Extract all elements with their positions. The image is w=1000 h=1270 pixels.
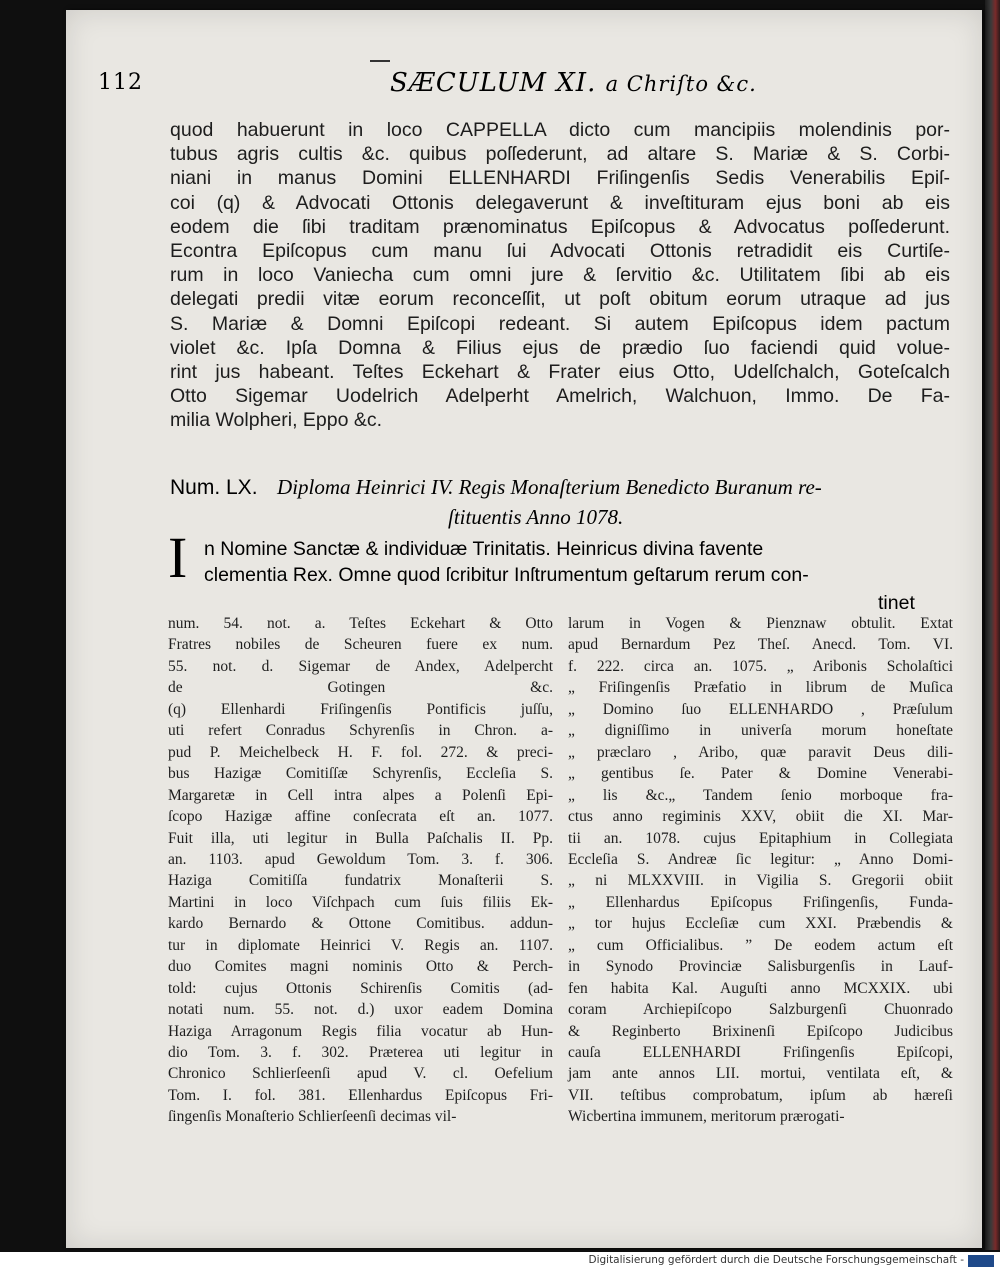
running-title <box>390 68 757 98</box>
running-title-main: SÆCULUM XI. <box>390 68 597 98</box>
intro-line-2: clementia Rex. Omne quod ſcribitur Inſtrumentum geſtarum rerum con- <box>204 564 809 586</box>
body-text-line: quod habuerunt in loco CAPPELLA dicto cum mancipiis molendinis por- <box>170 119 950 141</box>
footnote-line: pud P. Meichelbeck H. F. fol. 272. & preci- <box>168 743 553 761</box>
body-text-line: eodem die ſibi traditam prænominatus Epiſcopus & Advocatus poſſederunt. <box>170 215 950 238</box>
section-number: Num. LX. <box>170 476 258 499</box>
footnote-line: notati num. 55. not. d.) uxor eadem Domina <box>168 1001 553 1019</box>
running-title-tail: a Chriſto &c. <box>605 72 757 96</box>
book-spine-edge <box>985 0 1000 1250</box>
body-text-line: Econtra Epiſcopus cum manu ſui Advocati Ottonis retradidit eis Curtiſe- <box>170 240 950 262</box>
footnote-line: an. 1103. apud Gewoldum Tom. 3. f. 306. <box>168 850 553 868</box>
footnote-line: „ cum Officialibus. ” De eodem actum eſt <box>568 936 953 954</box>
footnote-line: num. 54. not. a. Teſtes Eckehart & Otto <box>168 615 553 632</box>
footnote-line: Haziga Comitiſſa fundatrix Monaſterii S. <box>168 872 553 890</box>
footnote-line: VII. teſtibus comprobatum, ipſum ab hæreſi <box>568 1086 953 1104</box>
intro-line-3: tinet <box>878 592 915 614</box>
footnote-line: Eccleſia S. Andreæ ſic legitur: „ Anno Domi- <box>568 850 953 868</box>
footnote-line: Fuit illa, uti legitur in Bulla Paſchalis II. Pp. <box>168 829 553 847</box>
footnote-line: in Synodo Provinciæ Salisburgenſis in Lauf- <box>568 958 953 976</box>
footnote-line: ſingenſis Monaſterio Schlierſeenſi decimas vil- <box>168 1108 457 1126</box>
footnote-line: „ digniſſimo in univerſa morum honeſtate <box>568 722 953 740</box>
footnote-line: Martini in loco Viſchpach cum ſuis filiis Ek- <box>168 893 553 911</box>
body-text-line: violet &c. Ipſa Domna & Filius ejus de prædio ſuo faciendi quid volue- <box>170 336 950 359</box>
footnote-line: tii an. 1078. cujus Epitaphium in Collegiata <box>568 829 953 847</box>
footnote-line: 55. not. d. Sigemar de Andex, Adelpercht <box>168 657 553 675</box>
footnote-line: „ tor hujus Eccleſiæ cum XXI. Præbendis & <box>568 915 953 933</box>
footnote-line: de Gotingen &c. <box>168 679 553 697</box>
footnote-line: Chronico Schlierſeenſi apud V. cl. Oefelium <box>168 1065 553 1083</box>
footnote-line: Tom. I. fol. 381. Ellenhardus Epiſcopus Fri- <box>168 1086 553 1104</box>
dfg-logo <box>968 1255 994 1267</box>
footer-credit-text: Digitalisierung gefördert durch die Deutsche Forschungsgemeinschaft - <box>588 1254 964 1266</box>
footnote-line: uti refert Conradus Schyrenſis in Chron. a- <box>168 722 553 740</box>
section-title-line1: Diploma Heinrici IV. Regis Monaſterium Benedicto Buranum re- <box>277 475 822 499</box>
intro-line-1: n Nomine Sanctæ & individuæ Trinitatis. Heinricus divina favente <box>204 538 764 560</box>
footnote-line: tur in diplomate Heinrici V. Regis an. 1107. <box>168 936 553 954</box>
body-text-line: niani in manus Domini ELLENHARDI Friſingenſis Sedis Venerabilis Epiſ- <box>170 167 950 190</box>
footnote-line: Haziga Arragonum Regis filia vocatur ab Hun- <box>168 1022 553 1040</box>
footnote-line: f. 222. circa an. 1075. „ Aribonis Scholaſtici <box>568 657 953 675</box>
body-text-line: S. Mariæ & Domni Epiſcopi redeant. Si autem Epiſcopus idem pactum <box>170 312 950 335</box>
footnote-line: Margaretæ in Cell intra alpes a Polenſi Epi- <box>168 786 553 804</box>
footnote-line: larum in Vogen & Pienznaw obtulit. Extat <box>568 615 953 632</box>
body-text-line: milia Wolpheri, Eppo &c. <box>170 409 383 432</box>
footnote-line: (q) Ellenhardi Friſingenſis Pontificis juſſu, <box>168 700 553 718</box>
footnote-line: Wicbertina immunem, meritorum prærogati- <box>568 1108 845 1126</box>
footnote-line: „ Domino ſuo ELLENHARDO , Præſulum <box>568 700 953 718</box>
footnote-line: told: cujus Ottonis Schirenſis Comitis (ad- <box>168 979 553 997</box>
footnote-line: dio Tom. 3. f. 302. Præterea uti legitur in <box>168 1044 553 1061</box>
footnote-line: „ Ellenhardus Epiſcopus Friſingenſis, Funda- <box>568 893 953 911</box>
body-text-line: rum in loco Vaniecha cum omni jure & ſervitio &c. Utilitatem ſibi ab eis <box>170 264 950 287</box>
footnote-line: bus Hazigæ Comitiſſæ Schyrenſis, Eccleſia S. <box>168 765 553 783</box>
digitization-footer <box>0 1252 1000 1270</box>
footnote-line: kardo Bernardo & Ottone Comitibus. addun- <box>168 915 553 933</box>
footnote-line: „ lis &c.„ Tandem ſenio morboque fra- <box>568 786 953 804</box>
footnote-line: coram Archiepiſcopo Salzburgenſi Chuonrado <box>568 1001 953 1019</box>
body-text-line: tubus agris cultis &c. quibus poſſederunt, ad altare S. Mariæ & S. Corbi- <box>170 143 950 166</box>
body-text-line: coi (q) & Advocati Ottonis delegaverunt & inveſtituram ejus boni ab eis <box>170 191 950 214</box>
header-rule <box>370 60 390 62</box>
footnote-line: Fratres nobiles de Scheuren fuere ex num. <box>168 636 553 654</box>
body-text-line: delegati predii vitæ eorum reconceſſit, ut poſt obitum eorum utraque ad jus <box>170 288 950 311</box>
footnote-line: duo Comites magni nominis Otto & Perch- <box>168 958 553 976</box>
body-text-line: Otto Sigemar Uodelrich Adelperht Amelrich, Walchuon, Immo. De Fa- <box>170 385 950 408</box>
footnote-line: jam ante annos LII. mortui, ventilata eſt, & <box>568 1065 953 1083</box>
drop-cap: I <box>168 525 188 590</box>
footnote-line: & Reginberto Brixinenſi Epiſcopo Judicibus <box>568 1022 953 1040</box>
footnote-line: „ gentibus ſe. Pater & Domine Venerabi- <box>568 765 953 783</box>
footnote-line: „ præclaro , Aribo, quæ paravit Deus dili- <box>568 743 953 761</box>
footnote-line: „ Friſingenſis Præfatio in librum de Muſica <box>568 679 953 697</box>
footnote-line: ſcopo Hazigæ affine conſecrata eſt an. 1077. <box>168 808 553 826</box>
footnote-line: apud Bernardum Pez Theſ. Anecd. Tom. VI. <box>568 636 953 654</box>
footnote-line: „ ni MLXXVIII. in Vigilia S. Gregorii obiit <box>568 872 953 890</box>
footnote-line: fen habita Kal. Auguſti anno MCXXIX. ubi <box>568 979 953 997</box>
page-number: 112 <box>98 70 143 95</box>
footnote-line: cauſa ELLENHARDI Friſingenſis Epiſcopi, <box>568 1044 953 1061</box>
section-title-line2: ſtituentis Anno 1078. <box>448 505 624 529</box>
section-heading <box>170 474 950 500</box>
footnote-line: ctus anno regiminis XXV, obiit die XI. Mar- <box>568 808 953 826</box>
body-text-line: rint jus habeant. Teſtes Eckehart & Frater eius Otto, Udelſchalch, Goteſcalch <box>170 361 950 383</box>
